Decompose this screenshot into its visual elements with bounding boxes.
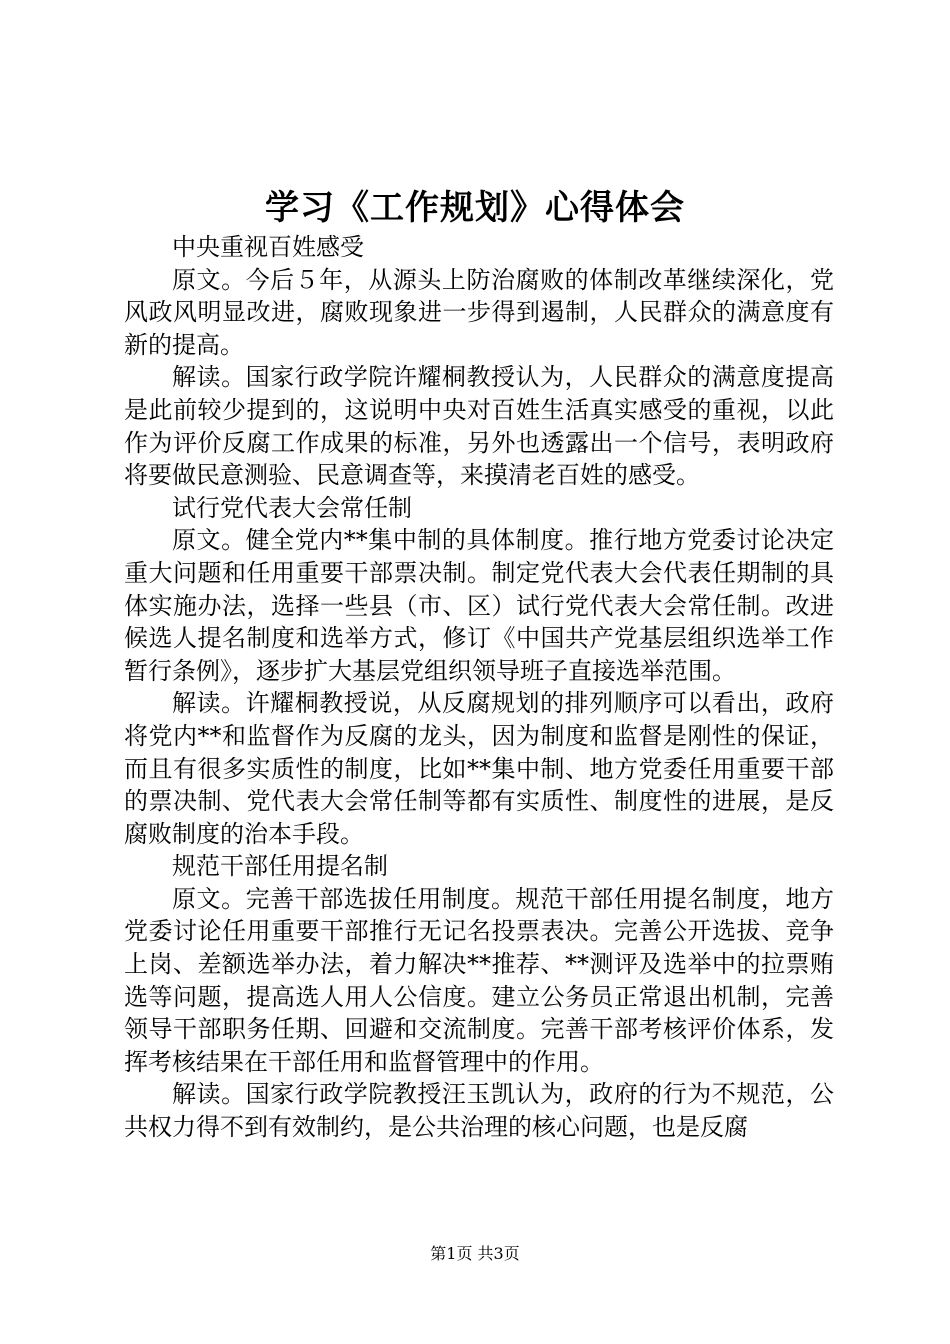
- page-footer: 第1页 共3页: [430, 1244, 520, 1263]
- document-title: 学习《工作规划》心得体会: [265, 188, 685, 228]
- document-body: [124, 231, 834, 1144]
- section-heading: 中央重视百姓感受: [172, 233, 364, 261]
- body-paragraph: 原文。健全党内**集中制的具体制度。推行地方党委讨论决定重大问题和任用重要干部票决制。制定党代表大会代表任期制的具体实施办法，选择一些县（市、区）试行党代表大会常任制。改进候选人提名制度和选举方式，修订《中国共产党基层组织选举工作暂行条例》，逐步扩大基层党组织领导班子直接选举范围。: [124, 526, 834, 685]
- body-paragraph: 解读。国家行政学院教授汪玉凯认为，政府的行为不规范，公共权力得不到有效制约，是公共治理的核心问题，也是反腐: [124, 1080, 834, 1142]
- section-heading: 试行党代表大会常任制: [172, 493, 412, 522]
- body-paragraph: 解读。国家行政学院许耀桐教授认为，人民群众的满意度提高是此前较少提到的，这说明中央对百姓生活真实感受的重视，以此作为评价反腐工作成果的标准，另外也透露出一个信号，表明政府将要做民意测验、民意调查等，来摸清老百姓的感受。: [124, 363, 834, 490]
- body-paragraph: 解读。许耀桐教授说，从反腐规划的排列顺序可以看出，政府将党内**和监督作为反腐的龙头，因为制度和监督是刚性的保证，而且有很多实质性的制度，比如**集中制、地方党委任用重要干部的票决制、党代表大会常任制等都有实质性、制度性的进展，是反腐败制度的治本手段。: [124, 689, 834, 848]
- body-paragraph: 原文。完善干部选拔任用制度。规范干部任用提名制度，地方党委讨论任用重要干部推行无记名投票表决。完善公开选拔、竞争上岗、差额选举办法，着力解决**推荐、**测评及选举中的拉票贿选等问题，提高选人用人公信度。建立公务员正常退出机制，完善领导干部职务任期、回避和交流制度。完善干部考核评价体系，发挥考核结果在干部任用和监督管理中的作用。: [124, 884, 834, 1076]
- body-paragraph: 原文。今后５年，从源头上防治腐败的体制改革继续深化，党风政风明显改进，腐败现象进一步得到遏制，人民群众的满意度有新的提高。: [124, 265, 834, 359]
- section-heading: 规范干部任用提名制: [172, 852, 388, 881]
